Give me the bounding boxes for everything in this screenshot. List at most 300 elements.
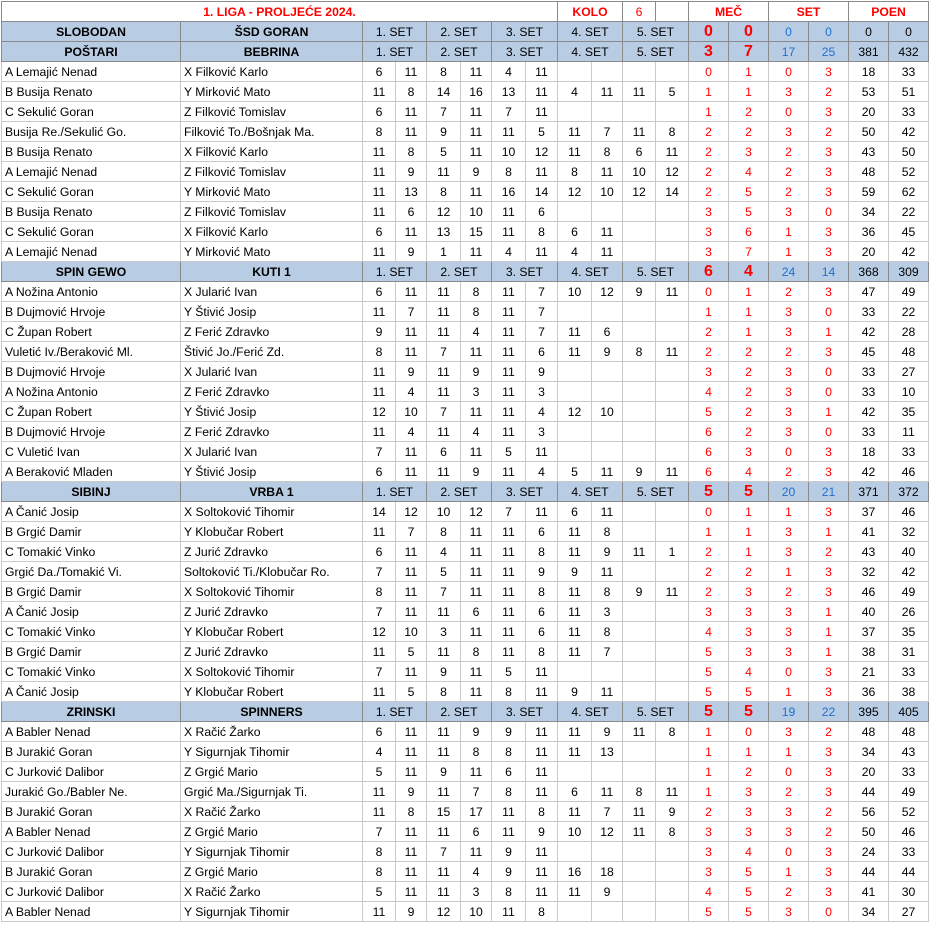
- set-score: 11: [427, 302, 461, 322]
- set-score: 11: [623, 822, 656, 842]
- set-score: 9: [623, 462, 656, 482]
- set-score: 8: [526, 902, 558, 922]
- game-row: [2, 82, 929, 102]
- set-label: 4. SET: [558, 702, 623, 722]
- set-score: 8: [396, 142, 427, 162]
- set-score: 8: [427, 522, 461, 542]
- set-score: 5: [492, 442, 526, 462]
- set-score: 11: [396, 722, 427, 742]
- game-row: [2, 642, 929, 662]
- set-score: 11: [363, 782, 396, 802]
- match-header-row: [2, 262, 929, 282]
- set-score: 9: [461, 362, 492, 382]
- away-player: Z Jurić Zdravko: [181, 642, 363, 662]
- game-sets-home: 1: [769, 862, 809, 882]
- set-score: 6: [461, 822, 492, 842]
- points-total-home: 368: [849, 262, 889, 282]
- set-score: 3: [461, 882, 492, 902]
- game-row: [2, 62, 929, 82]
- home-team: POŠTARI: [2, 42, 181, 62]
- home-player: B Grgić Damir: [2, 642, 181, 662]
- points-total-away: 372: [889, 482, 929, 502]
- game-sets-home: 3: [769, 202, 809, 222]
- set-score: 14: [363, 502, 396, 522]
- set-score: 11: [396, 662, 427, 682]
- match-score-home: 0: [689, 22, 729, 42]
- game-points-away: 10: [889, 382, 929, 402]
- set-score: 7: [526, 302, 558, 322]
- set-score: 11: [558, 602, 592, 622]
- header-row: [2, 2, 929, 22]
- set-score: 12: [558, 402, 592, 422]
- set-score: [656, 882, 689, 902]
- set-score: 12: [592, 282, 623, 302]
- set-score: [656, 382, 689, 402]
- game-match-home: 0: [689, 282, 729, 302]
- game-sets-home: 3: [769, 362, 809, 382]
- set-score: 12: [427, 202, 461, 222]
- set-score: 11: [363, 382, 396, 402]
- set-score: [656, 402, 689, 422]
- game-row: [2, 302, 929, 322]
- set-score: 11: [461, 622, 492, 642]
- game-points-home: 45: [849, 342, 889, 362]
- set-score: [592, 62, 623, 82]
- game-match-away: 2: [729, 382, 769, 402]
- game-match-away: 1: [729, 282, 769, 302]
- set-score: 1: [656, 542, 689, 562]
- set-label: 5. SET: [623, 262, 689, 282]
- set-score: 3: [427, 622, 461, 642]
- set-score: 11: [558, 322, 592, 342]
- set-score: 11: [461, 242, 492, 262]
- set-score: 7: [363, 602, 396, 622]
- set-score: 6: [526, 602, 558, 622]
- set-score: 7: [427, 342, 461, 362]
- set-score: 9: [427, 762, 461, 782]
- away-player: Y Mirković Mato: [181, 82, 363, 102]
- game-points-away: 33: [889, 662, 929, 682]
- set-score: 11: [492, 562, 526, 582]
- game-points-home: 40: [849, 602, 889, 622]
- game-points-away: 45: [889, 222, 929, 242]
- set-score: [623, 682, 656, 702]
- away-player: Z Filković Tomislav: [181, 202, 363, 222]
- home-player: B Jurakić Goran: [2, 742, 181, 762]
- set-score: 11: [363, 682, 396, 702]
- set-score: [558, 662, 592, 682]
- set-score: 9: [592, 882, 623, 902]
- game-sets-away: 0: [809, 302, 849, 322]
- set-score: 11: [492, 902, 526, 922]
- set-score: 11: [492, 222, 526, 242]
- game-sets-home: 0: [769, 442, 809, 462]
- set-score: 11: [492, 422, 526, 442]
- away-player: Z Grgić Mario: [181, 862, 363, 882]
- game-points-home: 24: [849, 842, 889, 862]
- set-score: 11: [461, 402, 492, 422]
- set-score: 5: [492, 662, 526, 682]
- game-match-home: 2: [689, 562, 729, 582]
- set-score: [592, 442, 623, 462]
- set-score: [656, 842, 689, 862]
- set-score: 11: [427, 462, 461, 482]
- away-player: Y Klobučar Robert: [181, 622, 363, 642]
- game-match-away: 2: [729, 362, 769, 382]
- set-score: 11: [623, 542, 656, 562]
- set-score: 11: [396, 122, 427, 142]
- set-total-home: 0: [769, 22, 809, 42]
- game-match-away: 5: [729, 202, 769, 222]
- away-player: Z Ferić Zdravko: [181, 382, 363, 402]
- game-sets-away: 3: [809, 742, 849, 762]
- game-match-home: 1: [689, 522, 729, 542]
- game-sets-home: 3: [769, 82, 809, 102]
- game-sets-home: 0: [769, 62, 809, 82]
- set-score: 11: [461, 562, 492, 582]
- set-score: 7: [492, 102, 526, 122]
- game-points-away: 43: [889, 742, 929, 762]
- game-sets-home: 3: [769, 642, 809, 662]
- game-match-home: 1: [689, 742, 729, 762]
- set-score: 8: [623, 342, 656, 362]
- set-score: 11: [592, 682, 623, 702]
- game-sets-home: 3: [769, 822, 809, 842]
- game-row: [2, 442, 929, 462]
- game-match-home: 5: [689, 662, 729, 682]
- set-label: 1. SET: [363, 702, 427, 722]
- game-match-home: 4: [689, 382, 729, 402]
- set-score: 4: [396, 422, 427, 442]
- game-match-home: 3: [689, 602, 729, 622]
- game-match-home: 3: [689, 862, 729, 882]
- set-score: 12: [592, 822, 623, 842]
- game-points-home: 50: [849, 122, 889, 142]
- set-score: 10: [396, 402, 427, 422]
- away-player: Y Klobučar Robert: [181, 682, 363, 702]
- match-header-row: [2, 22, 929, 42]
- set-score: 9: [396, 162, 427, 182]
- home-player: Vuletić Iv./Beraković Ml.: [2, 342, 181, 362]
- away-player: X Račić Žarko: [181, 882, 363, 902]
- set-score: 11: [427, 882, 461, 902]
- set-score: [592, 362, 623, 382]
- set-label: 5. SET: [623, 702, 689, 722]
- set-label: 4. SET: [558, 262, 623, 282]
- set-score: 8: [363, 842, 396, 862]
- set-score: 11: [558, 542, 592, 562]
- set-score: 11: [526, 842, 558, 862]
- set-score: 9: [461, 722, 492, 742]
- game-sets-away: 0: [809, 422, 849, 442]
- set-total-away: 0: [809, 22, 849, 42]
- set-score: 11: [396, 882, 427, 902]
- set-header: SET: [769, 2, 849, 22]
- set-score: [623, 402, 656, 422]
- game-points-home: 34: [849, 742, 889, 762]
- game-match-home: 6: [689, 422, 729, 442]
- set-score: 12: [461, 502, 492, 522]
- set-score: [623, 442, 656, 462]
- game-match-away: 7: [729, 242, 769, 262]
- set-score: 8: [427, 62, 461, 82]
- set-score: [623, 622, 656, 642]
- home-player: A Nožina Antonio: [2, 382, 181, 402]
- game-match-home: 2: [689, 322, 729, 342]
- game-points-home: 43: [849, 542, 889, 562]
- game-points-home: 44: [849, 782, 889, 802]
- set-score: 8: [461, 742, 492, 762]
- match-score-away: 5: [729, 702, 769, 722]
- game-sets-away: 3: [809, 242, 849, 262]
- home-player: C Vuletić Ivan: [2, 442, 181, 462]
- set-score: [656, 362, 689, 382]
- game-sets-away: 3: [809, 102, 849, 122]
- set-score: 9: [492, 842, 526, 862]
- set-score: 11: [526, 442, 558, 462]
- set-score: 4: [558, 82, 592, 102]
- game-points-away: 33: [889, 842, 929, 862]
- set-score: [558, 902, 592, 922]
- set-score: 14: [526, 182, 558, 202]
- set-score: [623, 502, 656, 522]
- set-score: 10: [396, 622, 427, 642]
- set-score: 6: [492, 762, 526, 782]
- league-title: 1. LIGA - PROLJEĆE 2024.: [2, 2, 558, 22]
- home-player: C Tomakić Vinko: [2, 542, 181, 562]
- set-score: 11: [492, 362, 526, 382]
- set-score: 11: [427, 722, 461, 742]
- game-sets-home: 1: [769, 682, 809, 702]
- set-score: 11: [461, 102, 492, 122]
- game-sets-home: 0: [769, 102, 809, 122]
- away-player: Z Jurić Zdravko: [181, 602, 363, 622]
- home-player: B Dujmović Hrvoje: [2, 362, 181, 382]
- game-points-home: 34: [849, 202, 889, 222]
- game-sets-away: 1: [809, 622, 849, 642]
- set-score: [656, 222, 689, 242]
- set-score: 7: [526, 322, 558, 342]
- set-score: 11: [526, 102, 558, 122]
- game-match-home: 1: [689, 302, 729, 322]
- set-score: [656, 442, 689, 462]
- game-points-home: 47: [849, 282, 889, 302]
- game-match-away: 5: [729, 862, 769, 882]
- set-score: [623, 882, 656, 902]
- away-team: ŠSD GORAN: [181, 22, 363, 42]
- game-row: [2, 162, 929, 182]
- game-row: [2, 362, 929, 382]
- set-score: 11: [492, 342, 526, 362]
- set-score: 16: [461, 82, 492, 102]
- set-score: 11: [396, 222, 427, 242]
- game-match-away: 3: [729, 642, 769, 662]
- set-score: 11: [363, 422, 396, 442]
- game-match-home: 1: [689, 82, 729, 102]
- set-score: 14: [656, 182, 689, 202]
- game-points-away: 33: [889, 102, 929, 122]
- set-score: [558, 842, 592, 862]
- set-score: 6: [363, 542, 396, 562]
- game-match-away: 2: [729, 122, 769, 142]
- set-label: 1. SET: [363, 42, 427, 62]
- set-score: [656, 102, 689, 122]
- set-total-home: 19: [769, 702, 809, 722]
- set-score: [656, 902, 689, 922]
- game-match-away: 1: [729, 322, 769, 342]
- match-score-away: 0: [729, 22, 769, 42]
- set-score: [592, 202, 623, 222]
- home-team: SLOBODAN: [2, 22, 181, 42]
- game-sets-away: 2: [809, 122, 849, 142]
- game-points-away: 52: [889, 162, 929, 182]
- game-sets-home: 1: [769, 502, 809, 522]
- away-player: Z Grgić Mario: [181, 762, 363, 782]
- points-total-away: 405: [889, 702, 929, 722]
- set-label: 2. SET: [427, 22, 492, 42]
- set-score: [623, 222, 656, 242]
- set-score: 11: [526, 242, 558, 262]
- set-score: [623, 62, 656, 82]
- set-score: 8: [363, 122, 396, 142]
- game-row: [2, 142, 929, 162]
- set-score: 11: [396, 62, 427, 82]
- set-score: 11: [526, 82, 558, 102]
- game-match-away: 1: [729, 62, 769, 82]
- set-score: 10: [623, 162, 656, 182]
- set-score: 8: [592, 622, 623, 642]
- home-player: C Tomakić Vinko: [2, 662, 181, 682]
- home-player: C Sekulić Goran: [2, 182, 181, 202]
- set-score: 11: [492, 602, 526, 622]
- game-row: [2, 862, 929, 882]
- game-points-home: 48: [849, 722, 889, 742]
- set-score: 11: [492, 822, 526, 842]
- set-score: [656, 762, 689, 782]
- game-row: [2, 102, 929, 122]
- set-score: 8: [461, 302, 492, 322]
- set-score: 11: [461, 682, 492, 702]
- set-score: 11: [656, 142, 689, 162]
- set-score: 7: [363, 662, 396, 682]
- home-player: C Župan Robert: [2, 322, 181, 342]
- game-match-away: 5: [729, 182, 769, 202]
- set-label: 4. SET: [558, 22, 623, 42]
- game-points-home: 33: [849, 302, 889, 322]
- set-score: 8: [656, 122, 689, 142]
- home-player: C Sekulić Goran: [2, 102, 181, 122]
- game-points-home: 50: [849, 822, 889, 842]
- game-row: [2, 542, 929, 562]
- game-row: [2, 322, 929, 342]
- game-sets-away: 3: [809, 162, 849, 182]
- set-score: 12: [623, 182, 656, 202]
- game-sets-home: 2: [769, 282, 809, 302]
- game-points-away: 26: [889, 602, 929, 622]
- game-points-away: 27: [889, 362, 929, 382]
- set-score: 11: [526, 782, 558, 802]
- set-score: 7: [427, 582, 461, 602]
- match-header-row: [2, 42, 929, 62]
- set-score: 6: [558, 782, 592, 802]
- away-team: KUTI 1: [181, 262, 363, 282]
- set-score: 10: [492, 142, 526, 162]
- set-score: 8: [396, 802, 427, 822]
- set-score: 11: [592, 82, 623, 102]
- set-score: 11: [592, 162, 623, 182]
- home-player: B Grgić Damir: [2, 522, 181, 542]
- set-score: 9: [526, 562, 558, 582]
- set-score: 7: [363, 562, 396, 582]
- set-score: 5: [427, 562, 461, 582]
- home-player: Grgić Da./Tomakić Vi.: [2, 562, 181, 582]
- away-player: Z Filković Tomislav: [181, 162, 363, 182]
- game-points-home: 41: [849, 522, 889, 542]
- game-match-away: 1: [729, 502, 769, 522]
- game-points-home: 33: [849, 362, 889, 382]
- set-score: 11: [492, 202, 526, 222]
- set-score: 6: [526, 342, 558, 362]
- game-sets-away: 3: [809, 142, 849, 162]
- match-score-away: 5: [729, 482, 769, 502]
- set-score: [558, 62, 592, 82]
- set-score: 6: [363, 722, 396, 742]
- set-total-away: 14: [809, 262, 849, 282]
- set-score: 7: [592, 642, 623, 662]
- set-label: 2. SET: [427, 42, 492, 62]
- set-score: [592, 842, 623, 862]
- away-player: X Soltoković Tihomir: [181, 582, 363, 602]
- set-score: 11: [461, 522, 492, 542]
- set-score: 11: [427, 282, 461, 302]
- set-score: 5: [427, 142, 461, 162]
- set-score: [592, 102, 623, 122]
- set-score: 11: [592, 242, 623, 262]
- game-row: [2, 342, 929, 362]
- set-score: 11: [363, 802, 396, 822]
- home-player: Busija Re./Sekulić Go.: [2, 122, 181, 142]
- set-score: 4: [427, 542, 461, 562]
- game-match-away: 3: [729, 622, 769, 642]
- game-points-home: 59: [849, 182, 889, 202]
- set-score: [656, 522, 689, 542]
- game-points-home: 20: [849, 762, 889, 782]
- game-match-home: 2: [689, 582, 729, 602]
- set-score: 11: [592, 222, 623, 242]
- game-match-home: 5: [689, 402, 729, 422]
- home-player: A Beraković Mladen: [2, 462, 181, 482]
- set-score: 8: [492, 682, 526, 702]
- game-points-away: 35: [889, 622, 929, 642]
- set-score: [623, 762, 656, 782]
- set-score: 8: [526, 222, 558, 242]
- set-score: 11: [623, 722, 656, 742]
- game-sets-away: 3: [809, 682, 849, 702]
- match-score-home: 5: [689, 482, 729, 502]
- game-points-away: 62: [889, 182, 929, 202]
- set-score: 9: [592, 542, 623, 562]
- set-score: [656, 682, 689, 702]
- game-points-home: 36: [849, 222, 889, 242]
- game-match-away: 1: [729, 542, 769, 562]
- set-score: 7: [363, 442, 396, 462]
- set-score: 11: [461, 62, 492, 82]
- set-score: 9: [558, 562, 592, 582]
- set-label: 1. SET: [363, 262, 427, 282]
- poen-header: POEN: [849, 2, 929, 22]
- game-row: [2, 602, 929, 622]
- set-score: 4: [461, 862, 492, 882]
